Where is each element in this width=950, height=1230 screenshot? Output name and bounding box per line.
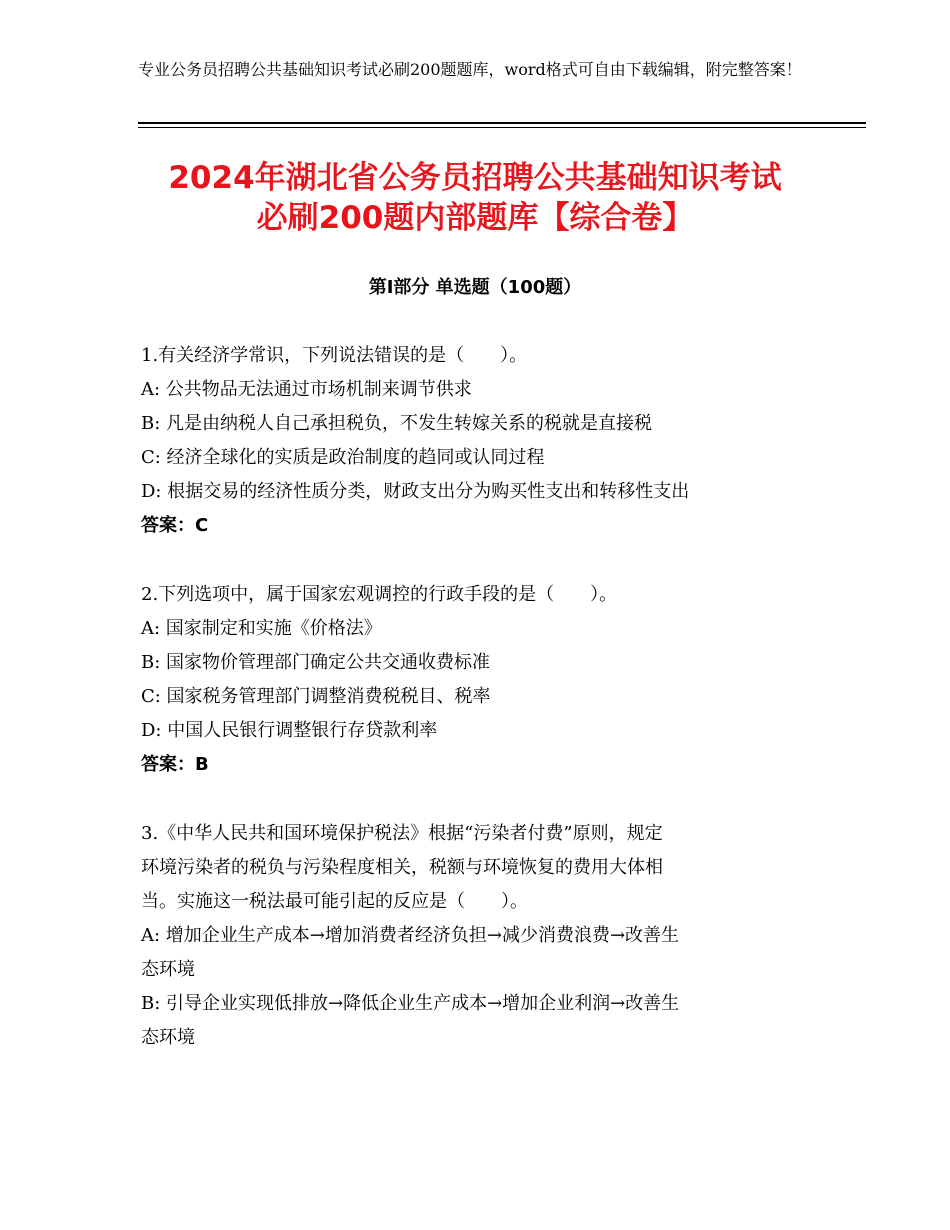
title-line-2: 必刷200题内部题库【综合卷】 xyxy=(256,200,694,236)
option-a-line-2: 态环境 xyxy=(141,959,195,980)
question-stem: 1.有关经济学常识，下列说法错误的是（ ）。 xyxy=(141,345,528,366)
title-line-1: 2024年湖北省公务员招聘公共基础知识考试 xyxy=(168,160,782,196)
option-d: D: 根据交易的经济性质分类，财政支出分为购买性支出和转移性支出 xyxy=(141,481,690,502)
question-stem: 2.下列选项中，属于国家宏观调控的行政手段的是（ ）。 xyxy=(141,584,618,605)
option-b: B: 凡是由纳税人自己承担税负，不发生转嫁关系的税就是直接税 xyxy=(141,413,653,434)
option-d: D: 中国人民银行调整银行存贷款利率 xyxy=(141,720,438,741)
question-3 xyxy=(141,817,821,1055)
answer: 答案：B xyxy=(141,754,209,775)
question-stem-line-3: 当。实施这一税法最可能引起的反应是（ ）。 xyxy=(141,891,528,912)
header-rule-thick xyxy=(138,122,866,124)
question-stem-line-1: 3.《中华人民共和国环境保护税法》根据“污染者付费”原则，规定 xyxy=(141,823,663,844)
option-b: B: 国家物价管理部门确定公共交通收费标准 xyxy=(141,652,491,673)
section-title: 第Ⅰ部分 单选题（100题） xyxy=(368,277,582,298)
answer: 答案：C xyxy=(141,515,209,536)
header-rule-thin xyxy=(138,127,866,128)
question-stem-line-2: 环境污染者的税负与污染程度相关，税额与环境恢复的费用大体相 xyxy=(141,857,663,878)
option-b-line-2: 态环境 xyxy=(141,1027,195,1048)
option-a: A: 国家制定和实施《价格法》 xyxy=(141,618,382,639)
option-a: A: 公共物品无法通过市场机制来调节供求 xyxy=(141,379,472,400)
option-c: C: 国家税务管理部门调整消费税税目、税率 xyxy=(141,686,491,707)
document-title xyxy=(100,158,850,238)
header-note: 专业公务员招聘公共基础知识考试必刷200题题库，word格式可自由下载编辑，附完整答案！ xyxy=(138,60,802,79)
option-a-line-1: A: 增加企业生产成本→增加消费者经济负担→减少消费浪费→改善生 xyxy=(141,925,680,946)
question-1 xyxy=(141,339,821,543)
option-c: C: 经济全球化的实质是政治制度的趋同或认同过程 xyxy=(141,447,545,468)
option-b-line-1: B: 引导企业实现低排放→降低企业生产成本→增加企业利润→改善生 xyxy=(141,993,680,1014)
question-2 xyxy=(141,578,821,782)
